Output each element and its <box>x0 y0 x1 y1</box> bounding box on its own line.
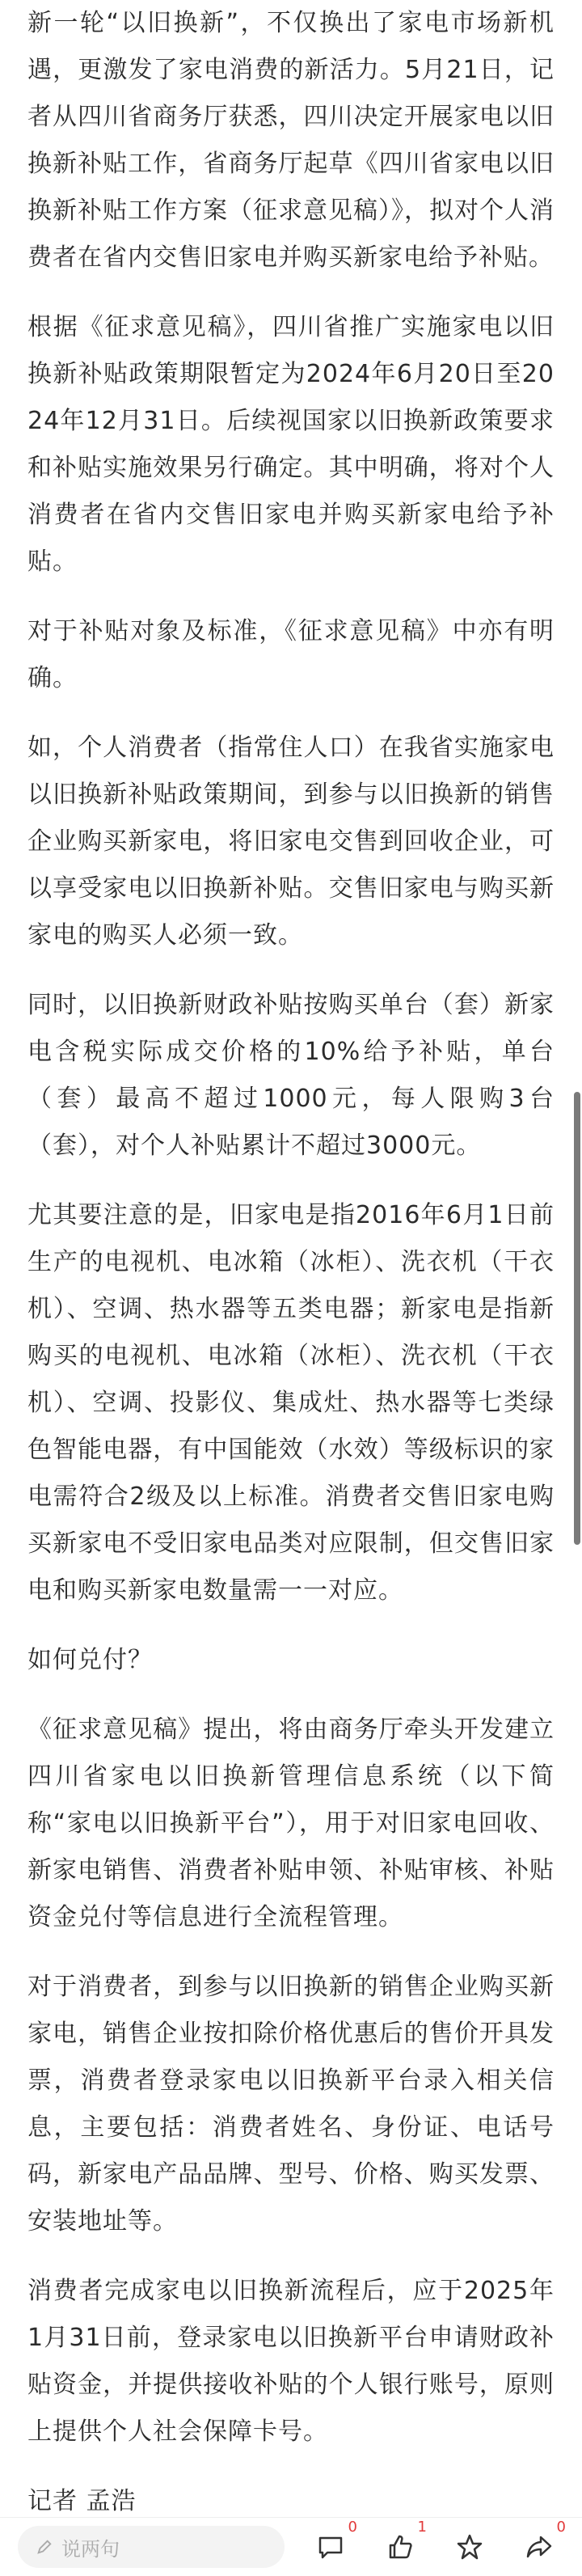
comment-button[interactable] <box>307 2519 357 2570</box>
article-paragraph: 如，个人消费者（指常住人口）在我省实施家电以旧换新补贴政策期间，到参与以旧换新的销售企业购买新家电，将旧家电交售到回收企业，可以享受家电以旧换新补贴。交售旧家电与购买新家电的购买人必须一致。 <box>27 734 555 950</box>
share-button[interactable] <box>516 2519 566 2570</box>
like-button[interactable] <box>377 2519 427 2570</box>
article-paragraph: 根据《征求意见稿》，四川省推广实施家电以旧换新补贴政策期限暂定为2024年6月20日至2024年12月31日。后续视国家以旧换新政策要求和补贴实施效果另行确定。其中明确，将对个人消费者在省内交售旧家电并购买新家电给予补贴。 <box>27 313 555 576</box>
comment-input[interactable] <box>18 2526 285 2568</box>
article-paragraph: 《征求意见稿》提出，将由商务厅牵头开发建立四川省家电以旧换新管理信息系统（以下简称“家电以旧换新平台”），用于对旧家电回收、新家电销售、消费者补贴申领、补贴审核、补贴资金兑付等信息进行全流程管理。 <box>27 1715 555 1931</box>
article-paragraph: 尤其要注意的是，旧家电是指2016年6月1日前生产的电视机、电冰箱（冰柜）、洗衣机（干衣机）、空调、热水器等五类电器；新家电是指新购买的电视机、电冰箱（冰柜）、洗衣机（干衣机）、空调、投影仪、集成灶、热水器等七类绿色智能电器，有中国能效（水效）等级标识的家电需符合2级及以上标准。消费者交售旧家电购买新家电不受旧家电品类对应限制，但交售旧家电和购买新家电数量需一一对应。 <box>27 1201 555 1605</box>
favorite-icon <box>455 2532 484 2561</box>
article-paragraph: 对于补贴对象及标准，《征求意见稿》中亦有明确。 <box>27 617 555 692</box>
comment-icon <box>316 2532 345 2561</box>
comment-count: 0 <box>348 2519 357 2536</box>
reporter-byline: 记者 孟浩 <box>27 2487 137 2515</box>
like-icon <box>386 2532 415 2561</box>
section-heading: 如何兑付？ <box>27 1646 153 1674</box>
like-count: 1 <box>417 2519 427 2536</box>
favorite-button[interactable] <box>446 2523 493 2570</box>
share-icon <box>525 2532 554 2561</box>
scrollbar-thumb[interactable] <box>574 1092 580 1545</box>
comment-placeholder: 说两句 <box>61 2537 120 2561</box>
article-paragraph: 对于消费者，到参与以旧换新的销售企业购买新家电，销售企业按扣除价格优惠后的售价开具发票，消费者登录家电以旧换新平台录入相关信息，主要包括：消费者姓名、身份证、电话号码，新家电产品品牌、型号、价格、购买发票、安装地址等。 <box>27 1973 555 2235</box>
pen-icon <box>36 2538 53 2556</box>
share-count: 0 <box>556 2519 566 2536</box>
article-paragraph: 同时，以旧换新财政补贴按购买单台（套）新家电含税实际成交价格的10%给予补贴，单台（套）最高不超过1000元，每人限购3台（套），对个人补贴累计不超过3000元。 <box>27 991 555 1160</box>
article-paragraph: 新一轮“以旧换新”，不仅换出了家电市场新机遇，更激发了家电消费的新活力。5月21日，记者从四川省商务厅获悉，四川决定开展家电以旧换新补贴工作，省商务厅起草《四川省家电以旧换新补贴工作方案（征求意见稿）》，拟对个人消费者在省内交售旧家电并购买新家电给予补贴。 <box>27 9 555 272</box>
bottom-action-bar <box>0 2517 582 2576</box>
article-paragraph: 消费者完成家电以旧换新流程后，应于2025年1月31日前，登录家电以旧换新平台申请财政补贴资金，并提供接收补贴的个人银行账号，原则上提供个人社会保障卡号。 <box>27 2277 555 2446</box>
